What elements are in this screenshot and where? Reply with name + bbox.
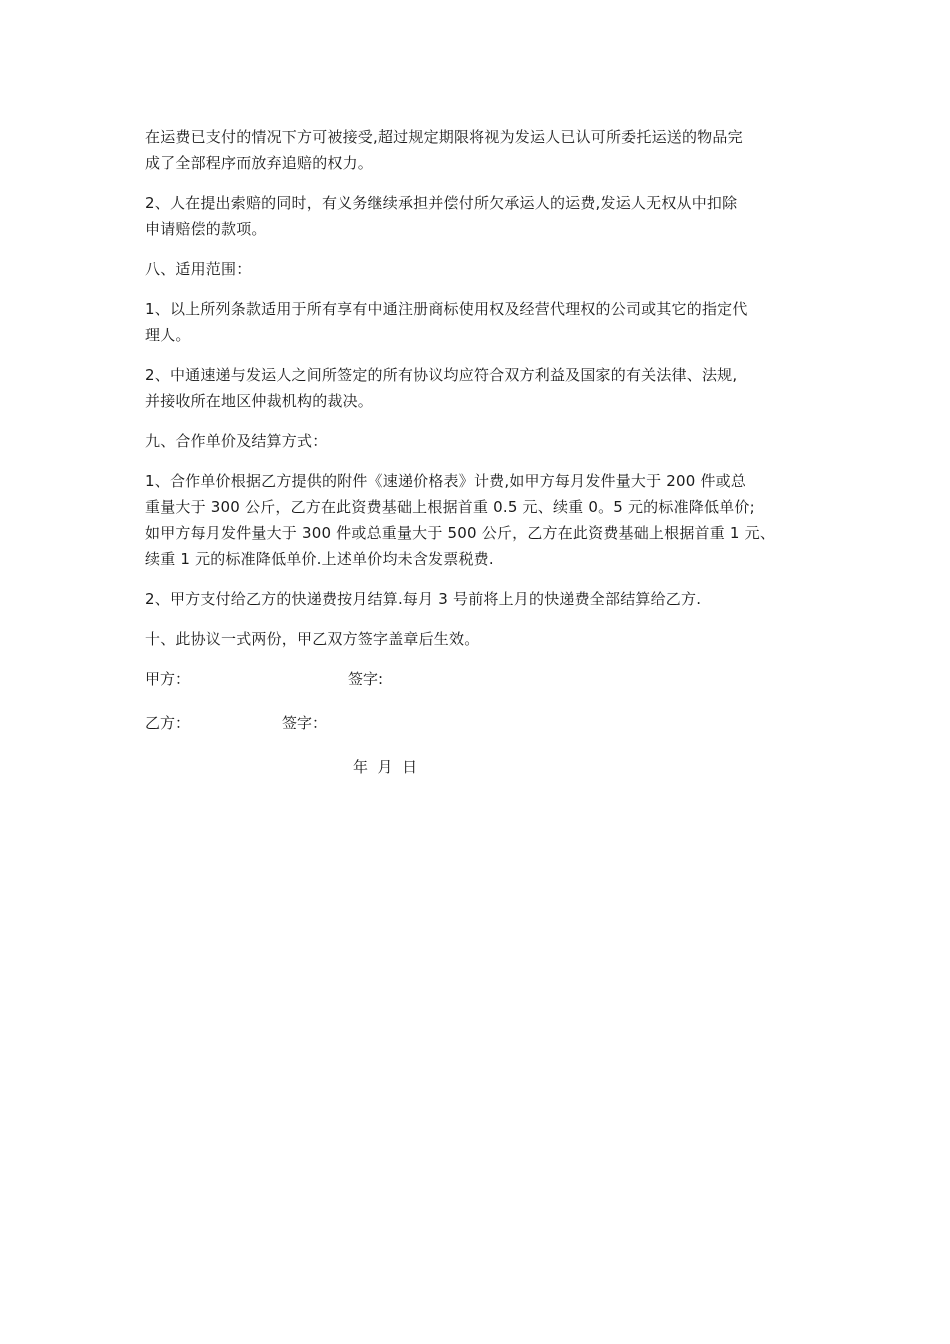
date-label: 年 月 日 bbox=[353, 758, 418, 776]
text-line: 在运费已支付的情况下方可被接受,超过规定期限将视为发运人已认可所委托运送的物品完 bbox=[145, 128, 743, 146]
paragraph-claim-acceptance bbox=[145, 124, 815, 176]
text-line: 2、中通速递与发运人之间所签定的所有协议均应符合双方利益及国家的有关法律、法规, bbox=[145, 366, 738, 384]
text-line: 1、合作单价根据乙方提供的附件《速递价格表》计费,如甲方每月发件量大于 200 件或总 bbox=[145, 472, 747, 490]
text-line: 十、此协议一式两份，甲乙双方签字盖章后生效。 bbox=[145, 630, 480, 648]
text-line: 成了全部程序而放弃追赔的权力。 bbox=[145, 154, 374, 172]
paragraph-pricing-2 bbox=[145, 586, 815, 612]
section-heading-pricing bbox=[145, 428, 815, 454]
paragraph-claim-freight bbox=[145, 190, 815, 242]
section-heading-scope bbox=[145, 256, 815, 282]
text-line: 2、人在提出索赔的同时，有义务继续承担并偿付所欠承运人的运费,发运人无权从中扣除 bbox=[145, 194, 738, 212]
party-a-sign-label: 签字: bbox=[348, 670, 384, 688]
text-line: 九、合作单价及结算方式： bbox=[145, 432, 328, 450]
date-row bbox=[145, 754, 815, 780]
paragraph-scope-1 bbox=[145, 296, 815, 348]
party-b-label: 乙方： bbox=[145, 714, 191, 732]
text-line: 如甲方每月发件量大于 300 件或总重量大于 500 公斤，乙方在此资费基础上根据首重 1 元、 bbox=[145, 524, 776, 542]
text-line: 并接收所在地区仲裁机构的裁决。 bbox=[145, 392, 374, 410]
paragraph-scope-2 bbox=[145, 362, 815, 414]
text-line: 八、适用范围： bbox=[145, 260, 252, 278]
paragraph-pricing-1 bbox=[145, 468, 815, 572]
document-body bbox=[145, 124, 815, 780]
signature-row-party-a bbox=[145, 666, 815, 692]
text-line: 1、以上所列条款适用于所有享有中通注册商标使用权及经营代理权的公司或其它的指定代 bbox=[145, 300, 748, 318]
text-line: 申请赔偿的款项。 bbox=[145, 220, 267, 238]
section-heading-effect bbox=[145, 626, 815, 652]
text-line: 重量大于 300 公斤，乙方在此资费基础上根据首重 0.5 元、续重 0。5 元的标准降低单价; bbox=[145, 498, 755, 516]
text-line: 2、甲方支付给乙方的快递费按月结算.每月 3 号前将上月的快递费全部结算给乙方. bbox=[145, 590, 702, 608]
text-line: 续重 1 元的标准降低单价.上述单价均未含发票税费. bbox=[145, 550, 494, 568]
party-a-label: 甲方： bbox=[145, 670, 191, 688]
text-line: 理人。 bbox=[145, 326, 191, 344]
signature-row-party-b bbox=[145, 710, 815, 736]
party-b-sign-label: 签字： bbox=[282, 714, 328, 732]
